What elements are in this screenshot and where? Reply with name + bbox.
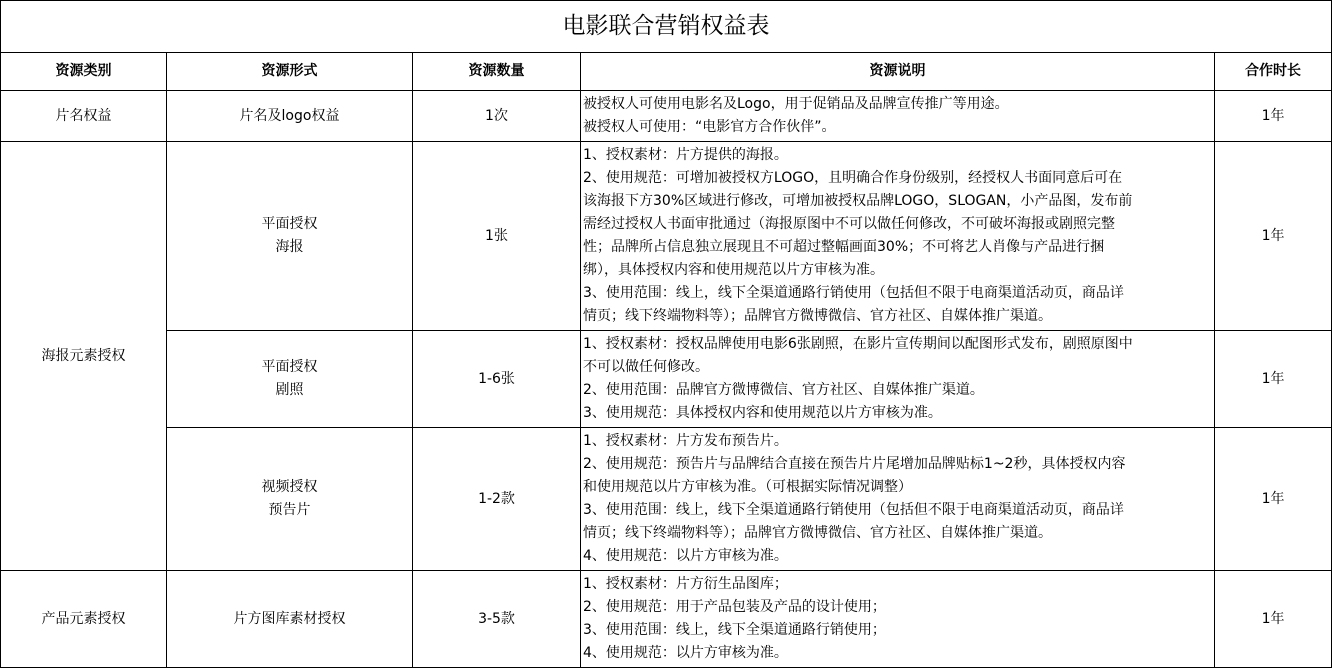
form-line: 平面授权 [261, 216, 318, 232]
quantity-cell: 3-5款 [413, 571, 581, 668]
description-line: 2、使用范围：品牌官方微博微信、官方社区、自媒体推广渠道。 [583, 382, 984, 398]
description-cell [581, 571, 1215, 668]
form-cell [167, 428, 413, 571]
description-line: 3、使用范围：线上，线下全渠道通路行销使用（包括但不限于电商渠道活动页，商品详 [583, 502, 1124, 518]
description-cell [581, 142, 1215, 331]
quantity-cell: 1次 [413, 91, 581, 142]
category-cell: 海报元素授权 [1, 142, 167, 571]
description-line: 情页；线下终端物料等）；品牌官方微博微信、官方社区、自媒体推广渠道。 [583, 525, 1052, 541]
description-line: 4、使用规范：以片方审核为准。 [583, 548, 788, 564]
description-line: 1、授权素材：授权品牌使用电影6张剧照，在影片宣传期间以配图形式发布，剧照原图中 [583, 336, 1133, 352]
description-line: 2、使用规范：用于产品包装及产品的设计使用； [583, 599, 886, 615]
form-cell [167, 91, 413, 142]
duration-cell: 1年 [1215, 428, 1332, 571]
description-line: 1、授权素材：片方衍生品图库； [583, 576, 788, 592]
description-line: 需经过授权人书面审批通过（海报原图中不可以做任何修改，不可破坏海报或剧照完整 [583, 216, 1115, 232]
title-row [1, 1, 1332, 53]
table-row [1, 428, 1332, 571]
description-line: 被授权人可使用：“电影官方合作伙伴”。 [583, 119, 836, 135]
header-description: 资源说明 [581, 53, 1215, 91]
description-cell [581, 91, 1215, 142]
description-line: 情页；线下终端物料等）；品牌官方微博微信、官方社区、自媒体推广渠道。 [583, 308, 1052, 324]
table-row [1, 571, 1332, 668]
table-row [1, 142, 1332, 331]
header-category: 资源类别 [1, 53, 167, 91]
description-line: 3、使用范围：线上，线下全渠道通路行销使用（包括但不限于电商渠道活动页，商品详 [583, 285, 1124, 301]
form-cell [167, 571, 413, 668]
form-line: 视频授权 [261, 479, 318, 495]
description-line: 1、授权素材：片方发布预告片。 [583, 433, 788, 449]
duration-cell: 1年 [1215, 91, 1332, 142]
description-cell [581, 331, 1215, 428]
header-form: 资源形式 [167, 53, 413, 91]
header-quantity: 资源数量 [413, 53, 581, 91]
form-cell [167, 331, 413, 428]
category-cell: 产品元素授权 [1, 571, 167, 668]
form-line: 海报 [275, 239, 304, 255]
category-cell: 片名权益 [1, 91, 167, 142]
form-line: 预告片 [268, 502, 311, 518]
table-row [1, 331, 1332, 428]
duration-cell: 1年 [1215, 331, 1332, 428]
form-cell [167, 142, 413, 331]
form-line: 剧照 [275, 382, 304, 398]
description-line: 3、使用规范：具体授权内容和使用规范以片方审核为准。 [583, 405, 942, 421]
description-line: 绑），具体授权内容和使用规范以片方审核为准。 [583, 262, 884, 278]
header-row [1, 53, 1332, 91]
duration-cell: 1年 [1215, 571, 1332, 668]
description-line: 3、使用范围：线上，线下全渠道通路行销使用； [583, 622, 886, 638]
form-line: 平面授权 [261, 359, 318, 375]
description-line: 该海报下方30%区域进行修改，可增加被授权品牌LOGO，SLOGAN，小产品图，发布前 [583, 193, 1133, 209]
description-line: 4、使用规范：以片方审核为准。 [583, 645, 788, 661]
description-line: 2、使用规范：可增加被授权方LOGO，且明确合作身份级别，经授权人书面同意后可在 [583, 170, 1123, 186]
description-line: 被授权人可使用电影名及Logo，用于促销品及品牌宣传推广等用途。 [583, 96, 1009, 112]
description-line: 和使用规范以片方审核为准。（可根据实际情况调整） [583, 479, 912, 495]
header-duration: 合作时长 [1215, 53, 1332, 91]
form-line: 片方图库素材授权 [233, 610, 346, 627]
description-line: 性；品牌所占信息独立展现且不可超过整幅画面30%；不可将艺人肖像与产品进行捆 [583, 239, 1105, 255]
quantity-cell: 1-6张 [413, 331, 581, 428]
quantity-cell: 1-2款 [413, 428, 581, 571]
table-row [1, 91, 1332, 142]
description-cell [581, 428, 1215, 571]
description-line: 不可以做任何修改。 [583, 359, 709, 375]
form-line: 片名及logo权益 [239, 107, 340, 124]
quantity-cell: 1张 [413, 142, 581, 331]
table-title: 电影联合营销权益表 [1, 1, 1332, 53]
description-line: 1、授权素材：片方提供的海报。 [583, 147, 788, 163]
duration-cell: 1年 [1215, 142, 1332, 331]
description-line: 2、使用规范：预告片与品牌结合直接在预告片片尾增加品牌贴标1~2秒，具体授权内容 [583, 456, 1126, 472]
